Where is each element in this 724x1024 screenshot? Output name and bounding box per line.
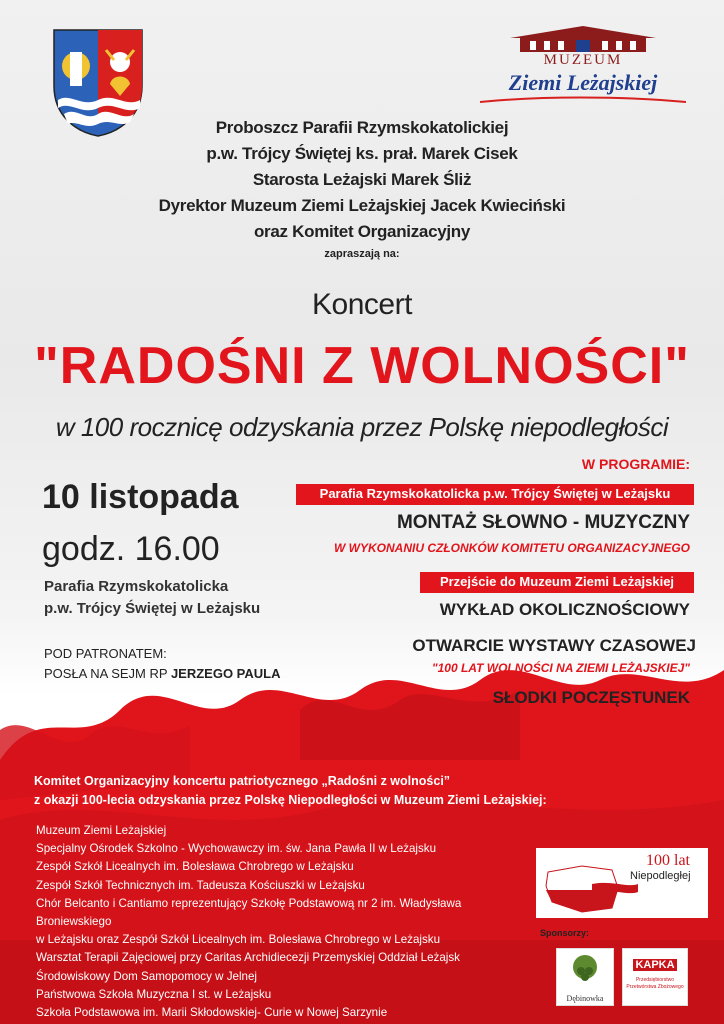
program-item-lecture: WYKŁAD OKOLICZNOŚCIOWY bbox=[439, 600, 690, 619]
museum-logo bbox=[480, 24, 686, 108]
list-item: Szkoła Podstawowa im. Marii Skłodowskiej- Curie w Nowej Sarzynie bbox=[36, 1006, 388, 1020]
badge-line-2: Niepodległej bbox=[630, 870, 691, 882]
program-item-exhibition-note: "100 LAT WOLNOŚCI NA ZIEMI LEŻAJSKIEJ" bbox=[431, 661, 690, 675]
committee-line-2: z okazji 100-lecia odzyskania przez Polskę Niepodległości w Muzeum Ziemi Leżajskiej: bbox=[34, 793, 547, 807]
list-item: Zespół Szkół Technicznych im. Tadeusza Kościuszki w Leżajsku bbox=[36, 878, 365, 892]
event-time: godz. 16.00 bbox=[42, 530, 220, 568]
list-item: Zespół Szkół Licealnych im. Bolesława Chrobrego w Leżajsku bbox=[36, 860, 354, 874]
organizer-line-1: Proboszcz Parafii Rzymskokatolickiej bbox=[215, 118, 509, 137]
badge-line-1: 100 lat bbox=[646, 852, 690, 869]
venue-line-2: p.w. Trójcy Świętej w Leżajsku bbox=[44, 600, 261, 617]
patronage-name: JERZEGO PAULA bbox=[170, 666, 281, 681]
patronage-label: POD PATRONATEM: bbox=[44, 646, 167, 661]
list-item: w Leżajsku oraz Zespół Szkół Licealnych im. Bolesława Chrobrego w Leżajsku bbox=[36, 933, 441, 947]
program-item-montage: MONTAŻ SŁOWNO - MUZYCZNY bbox=[396, 512, 690, 533]
event-date: 10 listopada bbox=[42, 478, 239, 516]
sponsor-2-name: KAPKA bbox=[633, 959, 677, 971]
program-item-exhibition: OTWARCIE WYSTAWY CZASOWEJ bbox=[412, 636, 696, 655]
committee-members-list bbox=[36, 822, 536, 1022]
museum-building-icon bbox=[480, 24, 686, 54]
committee-heading bbox=[34, 772, 594, 810]
sponsor-2-subtitle: Przedsiębiorstwo Przetwórstwa Zbożowego bbox=[626, 977, 684, 990]
museum-logo-swoosh bbox=[480, 96, 686, 106]
concert-subtitle: w 100 rocznicę odzyskania przez Polskę niepodległości bbox=[55, 412, 669, 442]
sponsor-logo-debinowka bbox=[556, 948, 614, 1006]
museum-logo-bottom-text: Ziemi Leżajskiej bbox=[508, 70, 658, 95]
program-item-montage-note: W WYKONANIU CZŁONKÓW KOMITETU ORGANIZACYJNEGO bbox=[334, 541, 690, 555]
concert-label: Koncert bbox=[312, 288, 412, 321]
independence-100-badge bbox=[536, 848, 708, 918]
list-item: Środowiskowy Dom Samopomocy w Jelnej bbox=[36, 969, 258, 983]
program-bar-parish: Parafia Rzymskokatolicka p.w. Trójcy Świętej w Leżajsku bbox=[296, 484, 694, 505]
program-heading: W PROGRAMIE: bbox=[581, 456, 690, 472]
concert-title: "RADOŚNI Z WOLNOŚCI" bbox=[34, 337, 690, 395]
list-item: Muzeum Ziemi Leżajskiej bbox=[36, 824, 167, 837]
venue-line-1: Parafia Rzymskokatolicka bbox=[44, 578, 229, 595]
grape-leaf-icon bbox=[557, 949, 613, 989]
sponsors-label: Sponsorzy: bbox=[540, 928, 590, 938]
program-item-refreshments: SŁODKI POCZĘSTUNEK bbox=[492, 688, 690, 707]
sponsor-1-name: Dębinowka bbox=[566, 994, 604, 1003]
invite-text: zapraszają na: bbox=[324, 248, 400, 260]
poland-map-flag-icon bbox=[542, 862, 638, 914]
patronage-line bbox=[44, 666, 281, 681]
sponsor-logo-kapka bbox=[622, 948, 688, 1006]
list-item: Chór Belcanto i Cantiamo reprezentujący Szkołę Podstawową nr 2 im. Władysława Broniewskiego bbox=[36, 896, 462, 929]
patronage-prefix: POSŁA NA SEJM RP bbox=[44, 666, 168, 681]
organizer-line-4: Dyrektor Muzeum Ziemi Leżajskiej Jacek Kwieciński bbox=[158, 196, 566, 215]
list-item: Państwowa Szkoła Muzyczna I st. w Leżajsku bbox=[36, 987, 272, 1001]
list-item: Warsztat Terapii Zajęciowej przy Caritas Archidiecezji Przemyskiej Oddział Leżajsk bbox=[36, 951, 460, 965]
organizer-line-2: p.w. Trójcy Świętej ks. prał. Marek Cisek bbox=[206, 144, 518, 163]
organizer-line-5: oraz Komitet Organizacyjny bbox=[253, 222, 471, 241]
program-bar-museum: Przejście do Muzeum Ziemi Leżajskiej bbox=[420, 572, 694, 593]
organizer-line-3: Starosta Leżajski Marek Śliż bbox=[252, 170, 472, 189]
museum-logo-top-text: MUZEUM bbox=[543, 52, 623, 68]
committee-line-1: Komitet Organizacyjny koncertu patriotycznego „Radośni z wolności” bbox=[34, 774, 451, 788]
list-item: Specjalny Ośrodek Szkolno - Wychowawczy im. św. Jana Pawła II w Leżajsku bbox=[36, 842, 437, 856]
